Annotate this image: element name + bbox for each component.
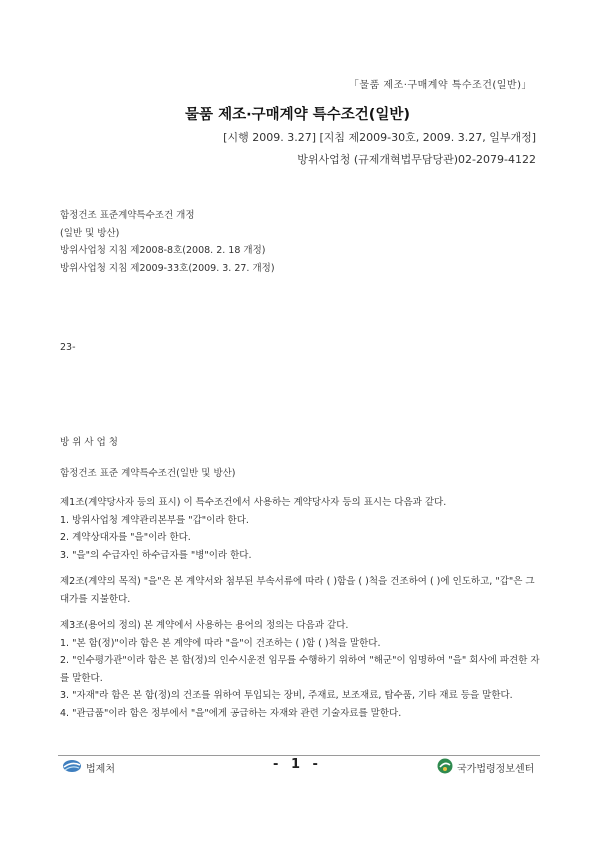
article-line: 제2조(계약의 목적) "을"은 본 계약서와 첨부된 부속서류에 따라 ( )함을 ( )척을 건조하여 ( )에 인도하고, "갑"은 그 대가를 지불한다.	[60, 576, 535, 605]
revision-history	[60, 207, 275, 277]
article-2	[60, 573, 540, 608]
history-line: 방위사업청 지침 제2008-8호(2008. 2. 18 개정)	[60, 245, 266, 256]
issuer-name: 방 위 사 업 청	[60, 437, 118, 448]
page-reference: 23-	[60, 342, 76, 353]
article-line: 제1조(계약당사자 등의 표시) 이 특수조건에서 사용하는 계약당사자 등의 표시는 다음과 같다.	[60, 497, 447, 508]
footer-right-label: 국가법령정보센터	[457, 764, 535, 775]
article-line: 4. "관급품"이라 함은 정부에서 "을"에게 공급하는 자재와 관련 기술자료를 말한다.	[60, 707, 402, 719]
document-title: 물품 제조·구매계약 특수조건(일반)	[185, 107, 410, 123]
law-center-logo-icon	[437, 758, 453, 774]
agency-contact: 방위사업청 (규제개혁법무담당관)02-2079-4122	[297, 153, 536, 166]
article-line: 3. "자재"라 함은 본 함(정)의 건조를 위하여 투입되는 장비, 주재료, 보조재료, 탑수품, 기타 재료 등을 말한다.	[60, 690, 513, 701]
enforcement-info: [시행 2009. 3.27] [지침 제2009-30호, 2009. 3.27, 일부개정]	[223, 131, 536, 144]
history-line: (일반 및 방산)	[60, 227, 120, 239]
articles-body	[60, 494, 540, 731]
page-number: - 1 -	[273, 757, 322, 772]
history-line: 방위사업청 지침 제2009-33호(2009. 3. 27. 개정)	[60, 262, 275, 274]
article-line: 2. "인수평가관"이라 함은 본 함(정)의 인수시운전 임무를 수행하기 위하여 "해군"이 임명하여 "을" 회사에 파견한 자를 말한다.	[60, 655, 540, 684]
footer-divider	[58, 755, 540, 756]
article-3	[60, 617, 540, 722]
article-line: 3. "을"의 수급자인 하수급자를 "병"이라 한다.	[60, 549, 252, 561]
footer-left-label: 법제처	[86, 764, 115, 775]
contract-subtitle: 함정건조 표준 계약특수조건(일반 및 방산)	[60, 468, 236, 479]
article-line: 2. 계약상대자를 "을"이라 한다.	[60, 532, 191, 543]
article-1	[60, 494, 540, 564]
history-line: 함정건조 표준계약특수조건 개정	[60, 210, 195, 221]
article-line: 1. "본 함(정)"이라 함은 본 계약에 따라 "을"이 건조하는 ( )함 ( )척을 말한다.	[60, 637, 381, 649]
running-header: 「물품 제조·구매계약 특수조건(일반)」	[348, 80, 532, 91]
article-line: 제3조(용어의 정의) 본 계약에서 사용하는 용어의 정의는 다음과 같다.	[60, 620, 349, 631]
article-line: 1. 방위사업청 계약관리본부를 "갑"이라 한다.	[60, 514, 249, 526]
